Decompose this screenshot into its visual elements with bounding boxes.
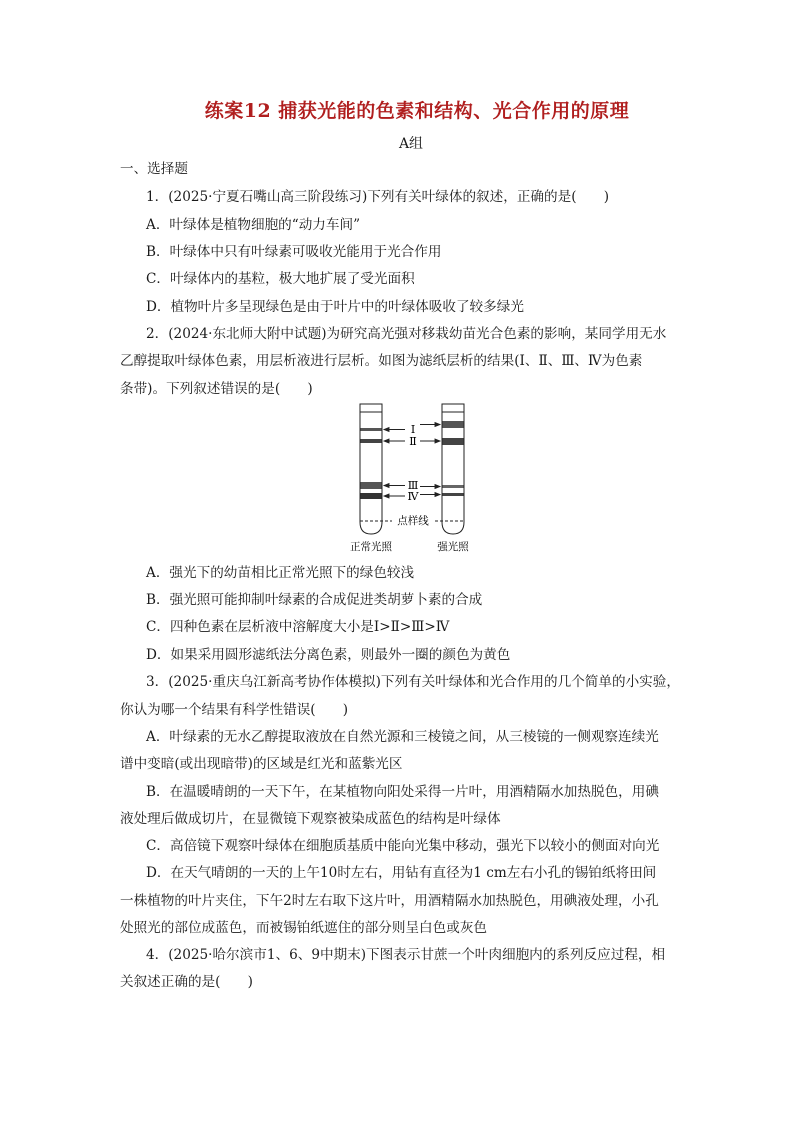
q1-stem: 1．(2025·宁夏石嘴山高三阶段练习)下列有关叶绿体的叙述，正确的是( )	[146, 189, 609, 205]
normal-band-3	[361, 482, 382, 489]
q2-option-b: B．强光照可能抑制叶绿素的合成促进类胡萝卜素的合成	[146, 592, 483, 608]
normal-light-caption: 正常光照	[350, 541, 392, 553]
q2-option-c: C．四种色素在层析液中溶解度大小是Ⅰ>Ⅱ>Ⅲ>Ⅳ	[146, 619, 450, 635]
normal-light-strip	[360, 404, 382, 534]
q1-option-c: C．叶绿体内的基粒，极大地扩展了受光面积	[146, 271, 415, 287]
q3-option-d-line1: D．在天气晴朗的一天的上午10时左右，用钻有直径为1 cm左右小孔的锡铂纸将田间	[146, 865, 657, 881]
group-heading: A组	[398, 136, 424, 152]
q3-option-b-line2: 液处理后做成切片，在显微镜下观察被染成蓝色的结构是叶绿体	[120, 811, 501, 827]
q2-option-d: D．如果采用圆形滤纸法分离色素，则最外一圈的颜色为黄色	[146, 647, 511, 663]
q2-stem-line1: 2．(2024·东北师大附中试题)为研究高光强对移栽幼苗光合色素的影响，某同学用无水	[146, 326, 667, 342]
q1-option-b: B．叶绿体中只有叶绿素可吸收光能用于光合作用	[146, 244, 442, 260]
q3-stem-line2: 你认为哪一个结果有科学性错误( )	[120, 702, 349, 718]
q3-option-a-line2: 谱中变暗(或出现暗带)的区域是红光和蓝紫光区	[120, 756, 403, 772]
q3-option-a-line1: A．叶绿素的无水乙醇提取液放在自然光源和三棱镜之间，从三棱镜的一侧观察连续光	[146, 729, 659, 745]
strong-band-1	[443, 421, 464, 428]
section-heading: 一、选择题	[120, 161, 188, 177]
q3-stem-line1: 3．(2025·重庆乌江新高考协作体模拟)下列有关叶绿体和光合作用的几个简单的小实验，	[146, 674, 680, 690]
normal-band-4	[361, 493, 382, 499]
q3-option-b-line1: B．在温暖晴朗的一天下午，在某植物向阳处采得一片叶，用酒精隔水加热脱色，用碘	[146, 784, 659, 800]
band-label-1: Ⅰ	[410, 423, 416, 436]
normal-band-1	[361, 428, 382, 431]
band-label-4: Ⅳ	[407, 490, 419, 503]
band-label-2: Ⅱ	[409, 435, 417, 448]
q3-option-d-line3: 处照光的部位成蓝色，而被锡铂纸遮住的部分则呈白色或灰色	[120, 920, 488, 936]
band-label-3: Ⅲ	[407, 479, 419, 492]
normal-band-2	[361, 439, 382, 443]
strong-band-4	[443, 493, 464, 496]
strong-light-caption: 强光照	[437, 541, 469, 553]
origin-label: 点样线	[397, 515, 429, 527]
strong-band-3	[443, 485, 464, 488]
q2-option-a: A．强光下的幼苗相比正常光照下的绿色较浅	[146, 565, 415, 581]
strong-light-strip	[442, 404, 464, 534]
q3-option-d-line2: 一株植物的叶片夹住，下午2时左右取下这片叶，用酒精隔水加热脱色，用碘液处理，小孔	[120, 893, 659, 909]
q1-option-a: A．叶绿体是植物细胞的“动力车间”	[146, 217, 361, 233]
q2-stem-line3: 条带)。下列叙述错误的是( )	[120, 381, 313, 397]
q3-option-c: C．高倍镜下观察叶绿体在细胞质基质中能向光集中移动，强光下以较小的侧面对向光	[146, 838, 660, 854]
q4-stem-line2: 关叙述正确的是( )	[120, 974, 253, 990]
q1-option-d: D．植物叶片多呈现绿色是由于叶片中的叶绿体吸收了较多绿光	[146, 299, 524, 315]
chromatography-figure	[340, 400, 480, 556]
strong-band-2	[443, 438, 464, 445]
page-title: 练案12 捕获光能的色素和结构、光合作用的原理	[204, 100, 630, 122]
q2-stem-line2: 乙醇提取叶绿体色素，用层析液进行层析。如图为滤纸层析的结果(Ⅰ、Ⅱ、Ⅲ、Ⅳ为色素	[120, 353, 643, 369]
q4-stem-line1: 4．(2025·哈尔滨市1、6、9中期末)下图表示甘蔗一个叶肉细胞内的系列反应过程，相	[146, 947, 666, 963]
